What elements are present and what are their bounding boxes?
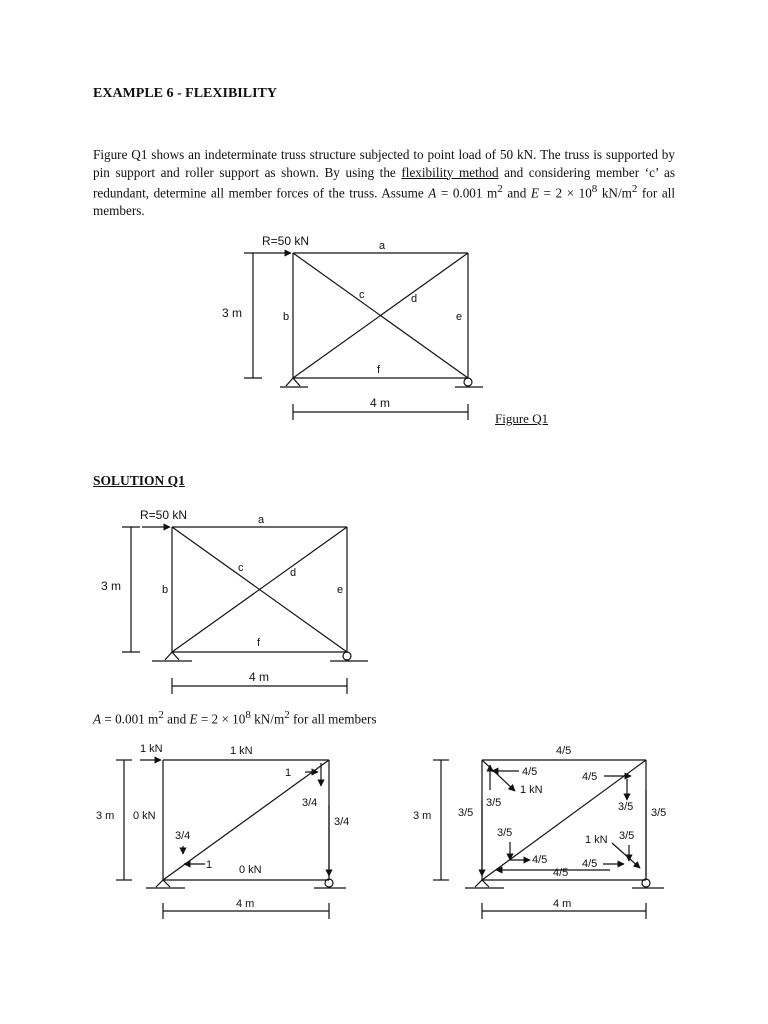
load-label: R=50 kN <box>262 234 310 248</box>
rd-tl-unit-label: 1 kN <box>520 784 543 796</box>
modulus-exponent-2: 8 <box>245 709 251 721</box>
area-value-2: = 0.001 m <box>101 711 159 727</box>
member-a-label: a <box>379 240 386 252</box>
sol-member-a-label: a <box>258 514 265 526</box>
rd-br-horizontal-label: 4/5 <box>582 858 598 870</box>
ul-diag-unit-label: 1 <box>285 767 292 779</box>
problem-text-2: and considering member ‘c’ as redundant, determine all member forces of the truss. Assume <box>93 164 675 201</box>
ul-span-label: 4 m <box>236 898 255 910</box>
sol-span-label: 4 m <box>249 670 270 684</box>
rd-right-label: 3/5 <box>651 807 667 819</box>
modulus-unit: kN/m <box>597 185 632 201</box>
rd-bl-horizontal-label: 4/5 <box>532 854 548 866</box>
ul-right-label: 3/4 <box>334 816 350 828</box>
rd-tr-vertical-label: 3/5 <box>618 801 634 813</box>
rd-tr-horizontal-label: 4/5 <box>582 771 598 783</box>
figure-caption: Figure Q1 <box>495 411 549 426</box>
modulus-exponent: 8 <box>591 183 598 195</box>
rd-arrow-tl-unit <box>482 760 515 791</box>
truss-figure-q1 <box>244 253 483 420</box>
roller-support <box>464 378 472 386</box>
rd-tl-horizontal-label: 4/5 <box>522 766 538 778</box>
sol-member-b-label: b <box>162 584 169 596</box>
problem-text-tail: for all members. <box>93 185 676 218</box>
pin-support <box>286 378 300 386</box>
sol-pin-support <box>165 652 179 660</box>
truss-figure-solution <box>122 527 368 694</box>
rd-br-vertical-label: 3/5 <box>619 830 635 842</box>
sol-member-d-label: d <box>290 567 297 579</box>
rd-top-label: 4/5 <box>556 745 572 757</box>
sol-load-label: R=50 kN <box>140 508 188 522</box>
sol-roller-support <box>343 652 351 660</box>
area-exponent-2: 2 <box>158 709 164 721</box>
solution-heading: SOLUTION Q1 <box>93 473 185 488</box>
rd-diagonal-member <box>482 760 646 880</box>
rd-br-unit-label: 1 kN <box>585 834 608 846</box>
member-f-label: f <box>377 364 381 376</box>
ul-left-label: 0 kN <box>133 810 156 822</box>
area-value: = 0.001 m <box>436 185 498 201</box>
modulus-unit-2: kN/m <box>250 711 285 727</box>
member-d-label: d <box>411 293 418 305</box>
sol-member-f-label: f <box>257 637 261 649</box>
ul-bottom-label: 0 kN <box>239 864 262 876</box>
modulus-value: = 2 × 10 <box>538 185 592 201</box>
ul-bl-vertical-label: 3/4 <box>175 830 191 842</box>
modulus-unit-exponent: 2 <box>631 183 638 195</box>
height-label: 3 m <box>222 306 243 320</box>
rd-tl-vertical-label: 3/5 <box>486 797 502 809</box>
material-tail: for all members <box>289 711 377 727</box>
sol-member-c-label: c <box>238 562 244 574</box>
ul-diagonal-member <box>163 760 329 880</box>
member-e-label: e <box>456 311 463 323</box>
rd-bottom-label: 4/5 <box>553 867 569 879</box>
area-exponent: 2 <box>497 183 503 195</box>
rd-height-label: 3 m <box>413 810 432 822</box>
ul-height-label: 3 m <box>96 810 115 822</box>
rd-bl-vertical-label: 3/5 <box>497 827 513 839</box>
modulus-value-2: = 2 × 10 <box>197 711 246 727</box>
rd-pin-support <box>475 880 489 887</box>
sol-height-label: 3 m <box>101 579 122 593</box>
modulus-unit-exponent-2: 2 <box>284 709 290 721</box>
area-symbol: A <box>428 185 437 201</box>
ul-bl-horizontal-label: 1 <box>206 859 213 871</box>
unit-load-truss <box>116 760 346 919</box>
member-c-label: c <box>359 289 365 301</box>
and-text: and <box>502 185 531 201</box>
modulus-symbol: E <box>530 185 539 201</box>
area-symbol-2: A <box>93 711 102 727</box>
problem-text-1: Figure Q1 shows an indeterminate truss structure subjected to point load of 50 kN. The truss is supported by pin support and roller support as shown. By using the <box>93 147 675 180</box>
ul-pin-support <box>156 880 170 887</box>
ul-load-label: 1 kN <box>140 743 163 755</box>
rd-span-label: 4 m <box>553 898 572 910</box>
member-b-label: b <box>283 311 290 323</box>
page-title: EXAMPLE 6 - FLEXIBILITY <box>93 86 277 101</box>
rd-left-label: 3/5 <box>458 807 474 819</box>
and-text-2: and <box>163 711 190 727</box>
ul-top-label: 1 kN <box>230 745 253 757</box>
span-label: 4 m <box>370 396 391 410</box>
modulus-symbol-2: E <box>189 711 198 727</box>
flexibility-method-link: flexibility method <box>401 164 499 180</box>
sol-member-e-label: e <box>337 584 344 596</box>
ul-diag-vertical-label: 3/4 <box>302 797 318 809</box>
